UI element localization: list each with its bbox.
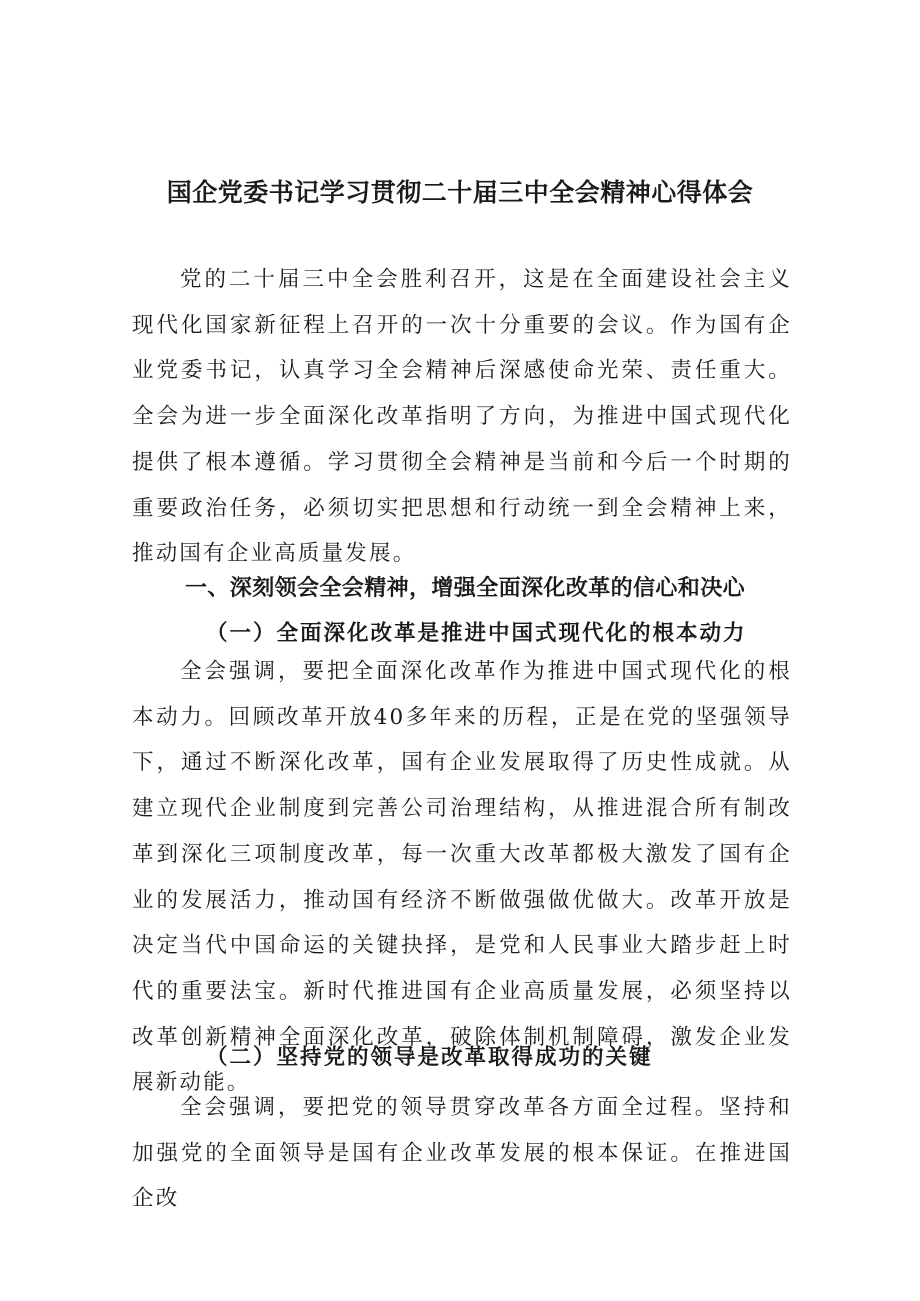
document-title: 国企党委书记学习贯彻二十届三中全会精神心得体会 [166, 178, 754, 207]
subsection-2-paragraph: 全会强调，要把党的领导贯穿改革各方面全过程。坚持和加强党的全面领导是国有企业改革发展的根本保证。在推进国企改 [132, 1095, 792, 1212]
subsection-1-heading: （一）全面深化改革是推进中国式现代化的根本动力 [206, 621, 747, 646]
subsection-2-heading: （二）坚持党的领导是改革取得成功的关键 [206, 1045, 653, 1070]
subsection-1-paragraph: 全会强调，要把全面深化改革作为推进中国式现代化的根本动力。回顾改革开放40多年来的历程，正是在党的坚强领导下，通过不断深化改革，国有企业发展取得了历史性成就。从建立现代企业制度到完善公司治理结构，从推进混合所有制改革到深化三项制度改革，每一次重大改革都极大激发了国有企业的发展活力，推动国有经济不断做强做优做大。改革开放是决定当代中国命运的关键抉择，是党和人民事业大踏步赶上时代的重要法宝。新时代推进国有企业高质量发展，必须坚持以改革创新精神全面深化改革，破除体制机制障碍，激发企业发展新动能。 [132, 659, 792, 1096]
intro-paragraph: 党的二十届三中全会胜利召开，这是在全面建设社会主义现代化国家新征程上召开的一次十分重要的会议。作为国有企业党委书记，认真学习全会精神后深感使命光荣、责任重大。全会为进一步全面深化改革指明了方向，为推进中国式现代化提供了根本遵循。学习贯彻全会精神是当前和今后一个时期的重要政治任务，必须切实把思想和行动统一到全会精神上来，推动国有企业高质量发展。 [132, 267, 792, 567]
section-1-heading: 一、深刻领会全会精神，增强全面深化改革的信心和决心 [185, 576, 746, 601]
